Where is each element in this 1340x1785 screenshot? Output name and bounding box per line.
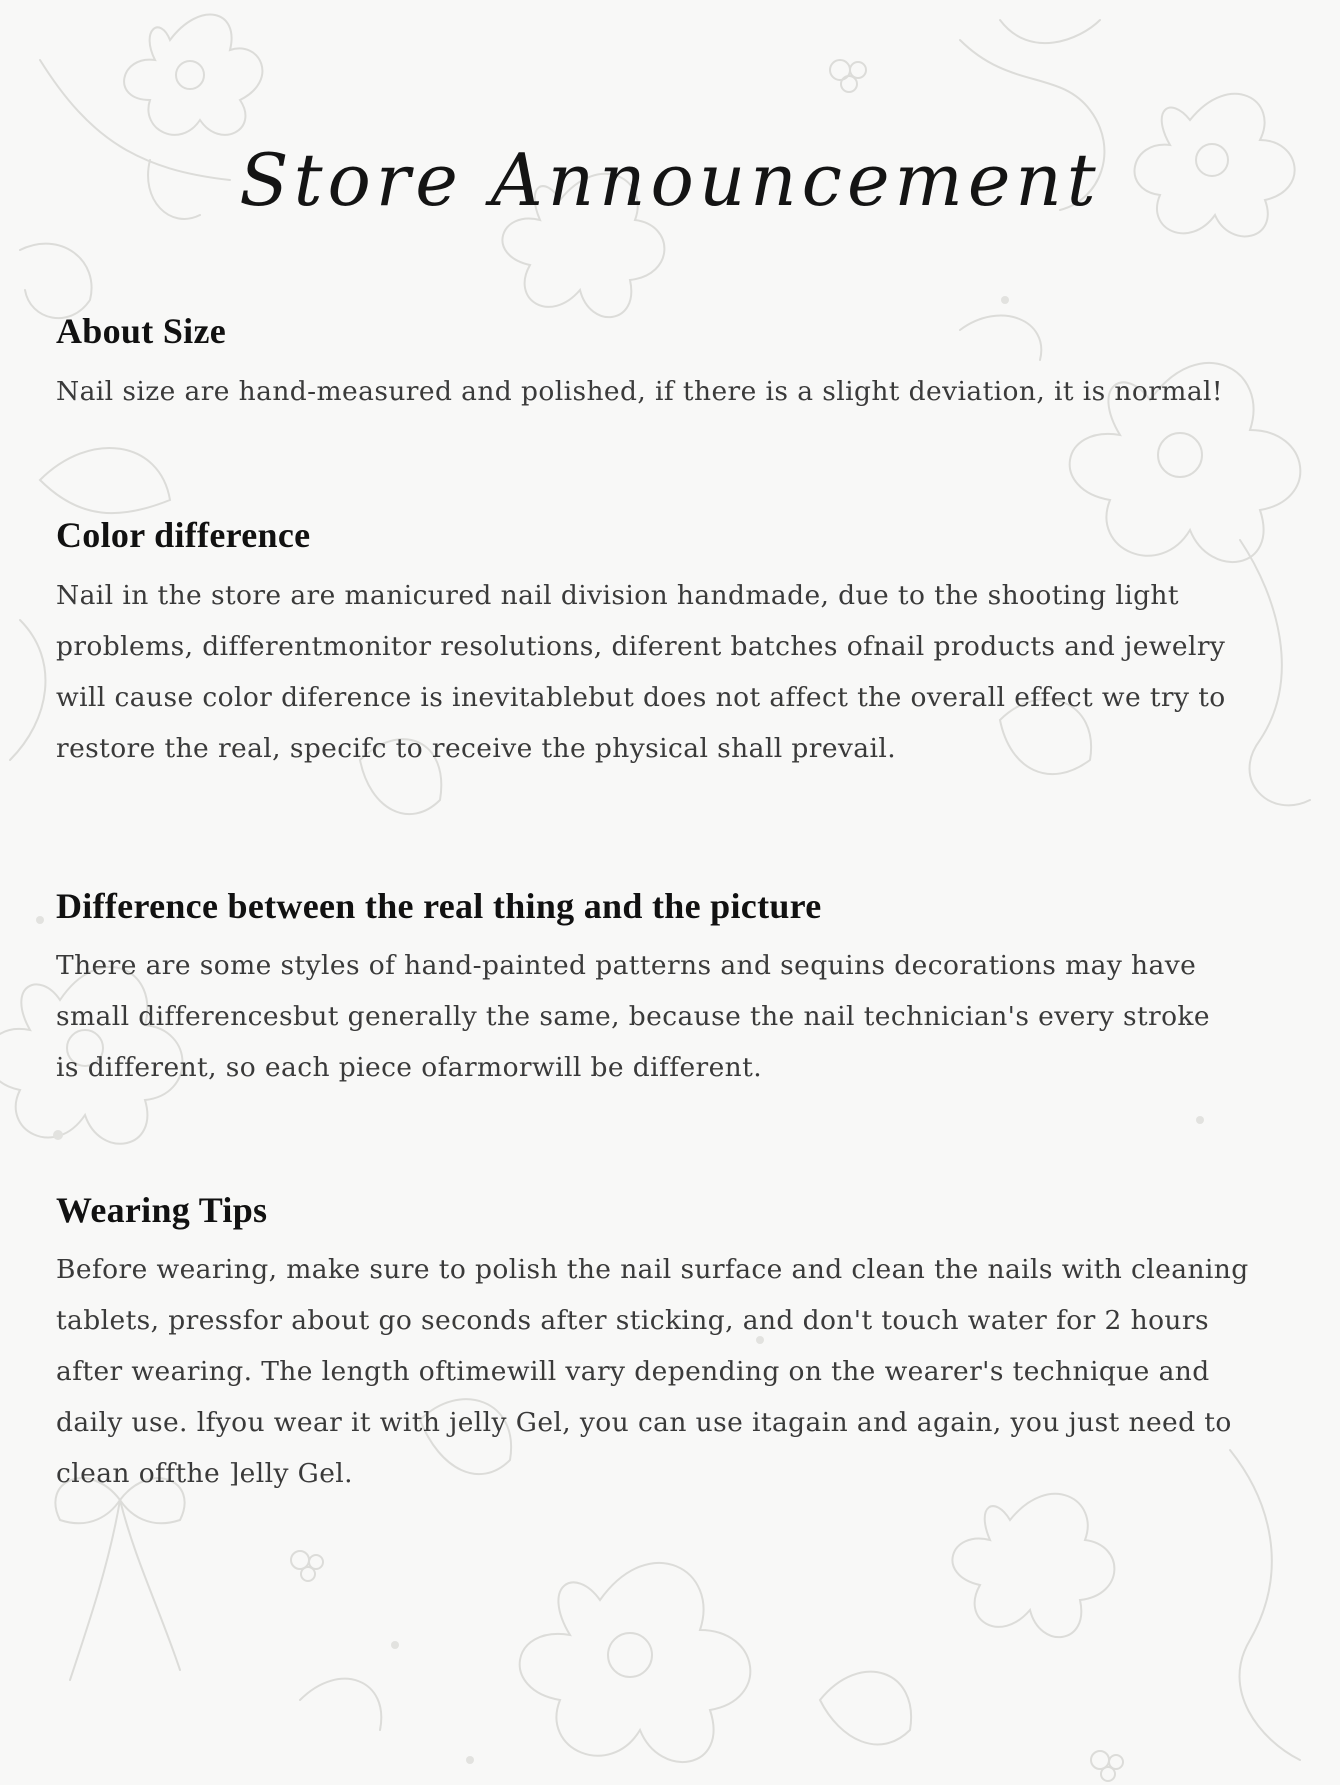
section-heading-wearing-tips: Wearing Tips [56, 1190, 268, 1230]
text-line: clean offthe ]elly Gel. [56, 1458, 353, 1489]
text-line: is different, so each piece ofarmorwill be different. [56, 1052, 763, 1083]
text-line: after wearing. The length oftimewill vary depending on the wearer's technique and [56, 1356, 1210, 1387]
section-heading-color-difference: Color difference [56, 515, 311, 555]
section-heading-about-size: About Size [56, 311, 227, 351]
text-line: There are some styles of hand-painted patterns and sequins decorations may have [56, 950, 1197, 981]
section-heading-real-vs-picture: Difference between the real thing and the picture [56, 886, 822, 926]
section-body-wearing-tips [56, 1244, 1249, 1499]
text-line: restore the real, specifc to receive the physical shall prevail. [56, 733, 897, 764]
section-body-about-size [56, 366, 1223, 417]
section-body-real-vs-picture [56, 940, 1210, 1093]
text-line: will cause color diference is inevitablebut does not affect the overall effect we try to [56, 682, 1226, 713]
text-line: problems, differentmonitor resolutions, diferent batches ofnail products and jewelry [56, 631, 1226, 662]
text-line: Before wearing, make sure to polish the nail surface and clean the nails with cleaning [56, 1254, 1249, 1285]
text-line: small differencesbut generally the same, because the nail technician's every stroke [56, 1001, 1210, 1032]
text-line: daily use. lfyou wear it with jelly Gel, you can use itagain and again, you just need to [56, 1407, 1232, 1438]
text-line: Nail in the store are manicured nail division handmade, due to the shooting light [56, 580, 1179, 611]
page-title: Store Announcement [239, 138, 1101, 222]
section-body-color-difference [56, 570, 1226, 774]
text-line: tablets, pressfor about go seconds after sticking, and don't touch water for 2 hours [56, 1305, 1209, 1336]
text-line: Nail size are hand-measured and polished, if there is a slight deviation, it is normal! [56, 376, 1223, 407]
